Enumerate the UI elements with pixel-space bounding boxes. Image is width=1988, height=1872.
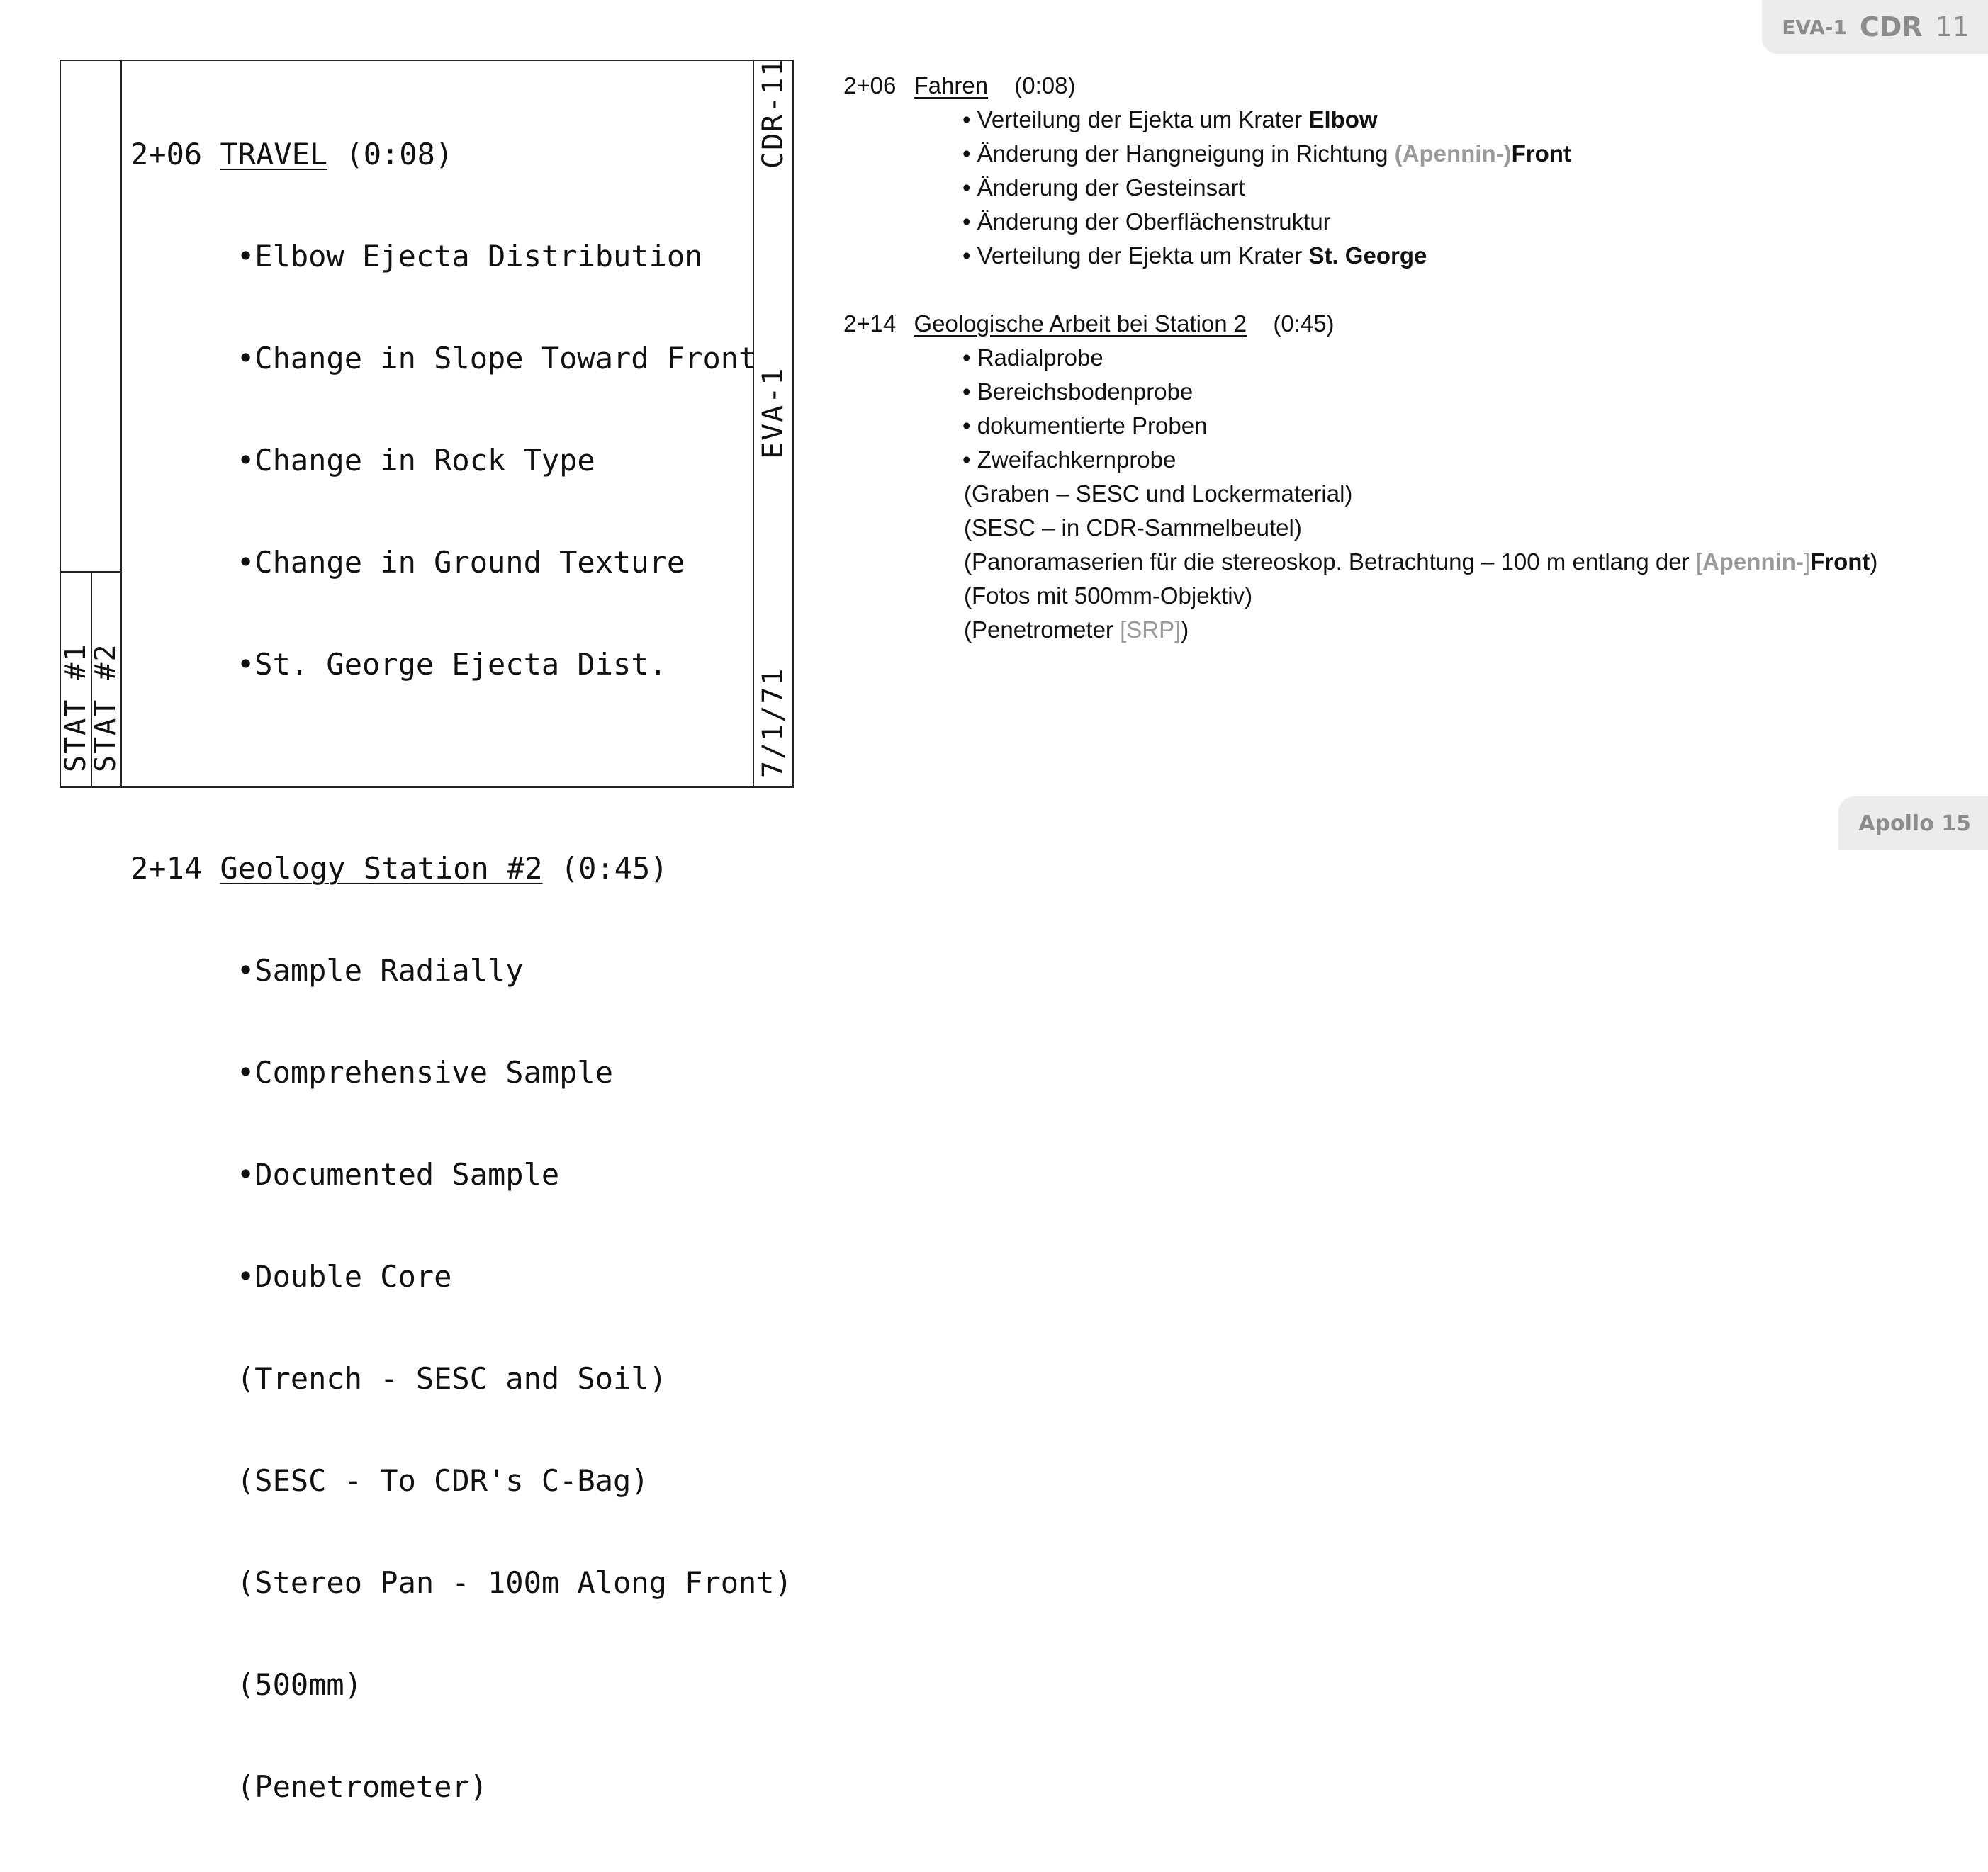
card-line: •Elbow Ejecta Distribution	[237, 239, 703, 274]
translation-item: • Radialprobe	[962, 344, 1103, 371]
page-header-tab	[1762, 0, 1988, 54]
eva-label: EVA-1	[1782, 15, 1847, 39]
card-spacer	[130, 750, 750, 784]
card-line: •Double Core	[237, 1259, 452, 1294]
card-line: (Trench - SESC and Soil)	[237, 1361, 667, 1396]
page-number: 11	[1935, 11, 1970, 43]
card-line: •Sample Radially	[237, 953, 524, 988]
mission-tab	[1838, 796, 1988, 850]
card-line: •Comprehensive Sample	[237, 1055, 614, 1090]
eva-card-label: EVA-1	[757, 366, 790, 459]
translation-item: • Änderung der Gesteinsart	[962, 174, 1245, 201]
mission-label: Apollo 15	[1858, 811, 1971, 836]
card-heading-station: 2+14 Geology Station #2 (0:45)	[130, 851, 668, 886]
card-line: •Documented Sample	[237, 1157, 560, 1192]
cdr-card-label: CDR-11	[757, 57, 790, 169]
date-card-label: 7/1/71	[757, 667, 790, 778]
translation-item: (Graben – SESC und Lockermaterial)	[964, 480, 1353, 507]
card-line: •Change in Slope Toward Front	[237, 341, 757, 376]
translation-item: • Verteilung der Ejekta um Krater St. George	[962, 242, 1427, 269]
translation-item: • Bereichsbodenprobe	[962, 378, 1194, 405]
card-line: (500mm)	[237, 1667, 363, 1702]
translation-item: • dokumentierte Proben	[962, 412, 1208, 439]
cdr-label: CDR	[1859, 11, 1923, 43]
translation-heading-station: 2+14 Geologische Arbeit bei Station 2 (0:45)	[843, 310, 1335, 337]
translation-item: • Änderung der Oberflächenstruktur	[962, 208, 1331, 235]
stat-1-label: STAT #1	[60, 643, 92, 772]
translation-item: (Panoramaserien für die stereoskop. Betrachtung – 100 m entlang der [Apennin-]Front)	[964, 548, 1878, 575]
translation-item: • Änderung der Hangneigung in Richtung (Apennin-)Front	[962, 140, 1571, 167]
stat-2-label: STAT #2	[89, 643, 122, 772]
translation-item: (Penetrometer [SRP])	[964, 616, 1189, 643]
cue-card	[60, 57, 794, 1804]
translation-heading-travel: 2+06 Fahren (0:08)	[843, 72, 1076, 98]
stat-divider	[61, 571, 120, 573]
translation-item: • Zweifachkernprobe	[962, 446, 1176, 473]
translation-item: • Verteilung der Ejekta um Krater Elbow	[962, 106, 1378, 132]
card-heading-travel: 2+06 TRAVEL (0:08)	[130, 137, 454, 171]
translation-item: (Fotos mit 500mm-Objektiv)	[964, 582, 1253, 609]
card-line: •Change in Ground Texture	[237, 545, 685, 580]
right-divider	[753, 61, 754, 786]
card-line: (Penetrometer)	[237, 1769, 488, 1804]
card-line: •Change in Rock Type	[237, 443, 595, 478]
card-line: (Stereo Pan - 100m Along Front)	[237, 1565, 792, 1600]
card-line: (SESC - To CDR's C-Bag)	[237, 1463, 649, 1498]
card-line: •St. George Ejecta Dist.	[237, 647, 667, 682]
translation-item: (SESC – in CDR-Sammelbeutel)	[964, 514, 1302, 541]
